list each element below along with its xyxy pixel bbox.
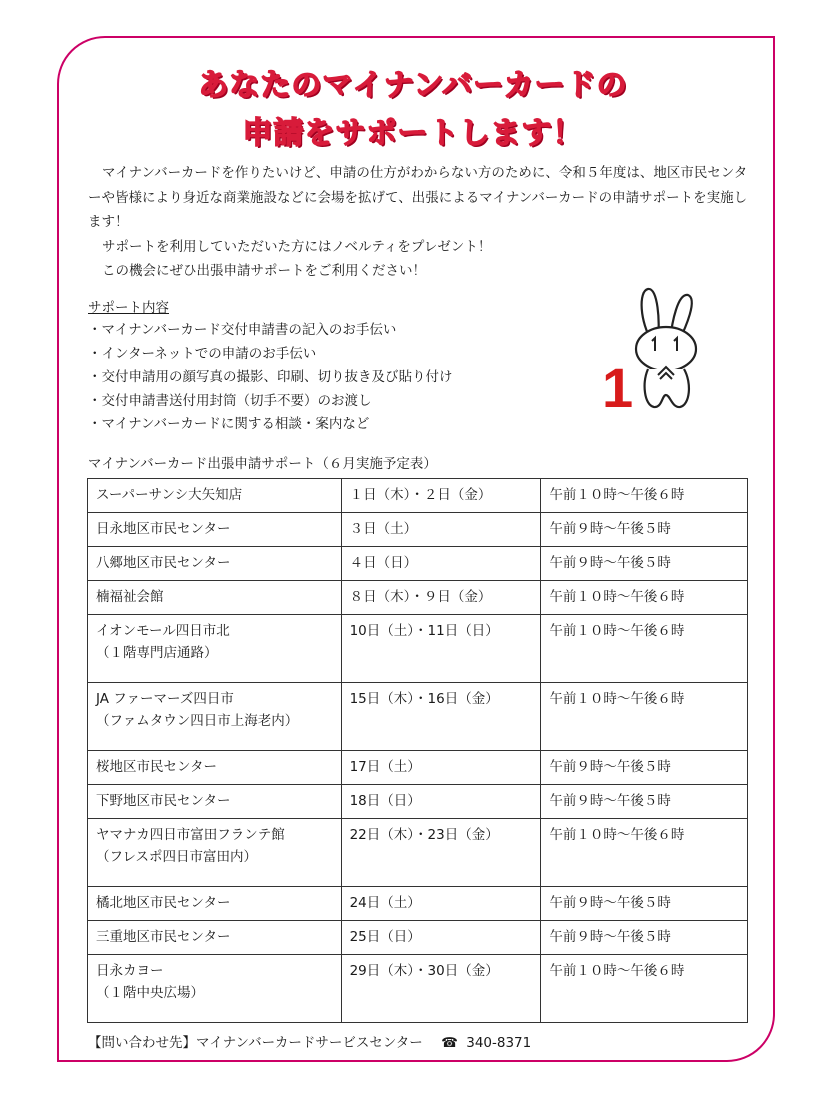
- table-row: [88, 819, 748, 887]
- list-item: ・ 交付申請書送付用封筒（切手不要）のお渡し: [88, 390, 453, 414]
- venue-name: イオンモール四日市北: [96, 623, 230, 639]
- venue-cell: [88, 547, 342, 581]
- date-cell: 10日（土）・11日（日）: [341, 615, 541, 683]
- venue-name: 日永地区市民センター: [96, 521, 231, 537]
- time-cell: 午前１０時～午後６時: [541, 955, 748, 1023]
- venue-name: 三重地区市民センター: [96, 929, 231, 945]
- venue-name: 楠福祉会館: [96, 589, 164, 605]
- list-item: ・ 交付申請用の顔写真の撮影、印刷、切り抜き及び貼り付け: [88, 366, 453, 390]
- table-row: [88, 785, 748, 819]
- contact-phone: 340-8371: [466, 1035, 532, 1051]
- intro-paragraph: この機会にぜひ出張申請サポートをご利用ください！: [102, 263, 426, 279]
- venue-location: （ファムタウン四日市上海老内）: [96, 713, 299, 729]
- venue-name: 橘北地区市民センター: [96, 895, 231, 911]
- time-cell: 午前９時～午後５時: [541, 513, 748, 547]
- venue-name: 桜地区市民センター: [96, 759, 217, 775]
- support-heading: サポート内容: [88, 300, 169, 316]
- list-item: ・ インターネットでの申請のお手伝い: [88, 343, 453, 367]
- intro-text: [88, 161, 760, 284]
- venue-cell: [88, 887, 342, 921]
- venue-name: 日永カヨー: [96, 963, 164, 979]
- venue-name: 八郷地区市民センター: [96, 555, 231, 571]
- support-list: [88, 319, 453, 437]
- date-cell: ８日（木）・９日（金）: [341, 581, 541, 615]
- date-cell: ４日（日）: [341, 547, 541, 581]
- table-row: [88, 479, 748, 513]
- table-row: [88, 581, 748, 615]
- venue-name: JA ファーマーズ四日市: [96, 691, 234, 707]
- table-row: [88, 887, 748, 921]
- time-cell: 午前１０時～午後６時: [541, 819, 748, 887]
- time-cell: 午前１０時～午後６時: [541, 479, 748, 513]
- table-row: [88, 547, 748, 581]
- list-item: ・ マイナンバーカードに関する相談・案内など: [88, 413, 453, 437]
- date-cell: 15日（木）・16日（金）: [341, 683, 541, 751]
- rabbit-mascot-icon: [600, 283, 710, 413]
- time-cell: 午前１０時～午後６時: [541, 683, 748, 751]
- venue-cell: [88, 683, 342, 751]
- venue-cell: [88, 513, 342, 547]
- date-cell: 25日（日）: [341, 921, 541, 955]
- date-cell: 22日（木）・23日（金）: [341, 819, 541, 887]
- venue-cell: [88, 785, 342, 819]
- time-cell: 午前９時～午後５時: [541, 887, 748, 921]
- venue-cell: [88, 751, 342, 785]
- table-row: [88, 751, 748, 785]
- date-cell: 29日（木）・30日（金）: [341, 955, 541, 1023]
- table-row: [88, 615, 748, 683]
- page-title-line2: 申請をサポートします！: [242, 116, 584, 151]
- mascot-number: 1: [602, 356, 634, 413]
- venue-cell: [88, 955, 342, 1023]
- venue-name: スーパーサンシ大矢知店: [96, 487, 243, 503]
- time-cell: 午前１０時～午後６時: [541, 581, 748, 615]
- table-row: [88, 955, 748, 1023]
- venue-cell: [88, 921, 342, 955]
- date-cell: １日（木）・２日（金）: [341, 479, 541, 513]
- time-cell: 午前１０時～午後６時: [541, 615, 748, 683]
- contact-label: 【問い合わせ先】マイナンバーカードサービスセンター: [88, 1035, 423, 1051]
- venue-cell: [88, 479, 342, 513]
- list-item: ・ マイナンバーカード交付申請書の記入のお手伝い: [88, 319, 453, 343]
- venue-name: ヤマナカ四日市富田フランテ館: [96, 827, 285, 843]
- time-cell: 午前９時～午後５時: [541, 547, 748, 581]
- date-cell: 24日（土）: [341, 887, 541, 921]
- venue-cell: [88, 581, 342, 615]
- time-cell: 午前９時～午後５時: [541, 751, 748, 785]
- intro-paragraph: マイナンバーカードを作りたいけど、申請の仕方がわからない方のために、令和５年度は、地区市民センターや皆様により身近な商業施設などに会場を拡げて、出張によるマイナンバーカードの申請サポートを実施します！: [88, 165, 748, 230]
- venue-cell: [88, 819, 342, 887]
- time-cell: 午前９時～午後５時: [541, 785, 748, 819]
- venue-location: （フレスポ四日市富田内）: [96, 849, 258, 865]
- table-row: [88, 513, 748, 547]
- date-cell: ３日（土）: [341, 513, 541, 547]
- table-row: [88, 683, 748, 751]
- page-title-line1: あなたのマイナンバーカードの: [198, 68, 628, 103]
- date-cell: 17日（土）: [341, 751, 541, 785]
- venue-cell: [88, 615, 342, 683]
- intro-paragraph: サポートを利用していただいた方にはノベルティをプレゼント！: [102, 238, 492, 255]
- contact-footer: [88, 1031, 531, 1051]
- schedule-table: [87, 478, 748, 1023]
- venue-location: （１階専門店通路）: [96, 645, 218, 661]
- time-cell: 午前９時～午後５時: [541, 921, 748, 955]
- table-row: [88, 921, 748, 955]
- schedule-caption: マイナンバーカード出張申請サポート（６月実施予定表）: [88, 456, 437, 472]
- venue-name: 下野地区市民センター: [96, 793, 231, 809]
- venue-location: （１階中央広場）: [96, 985, 204, 1001]
- phone-icon: ☎: [441, 1035, 458, 1051]
- date-cell: 18日（日）: [341, 785, 541, 819]
